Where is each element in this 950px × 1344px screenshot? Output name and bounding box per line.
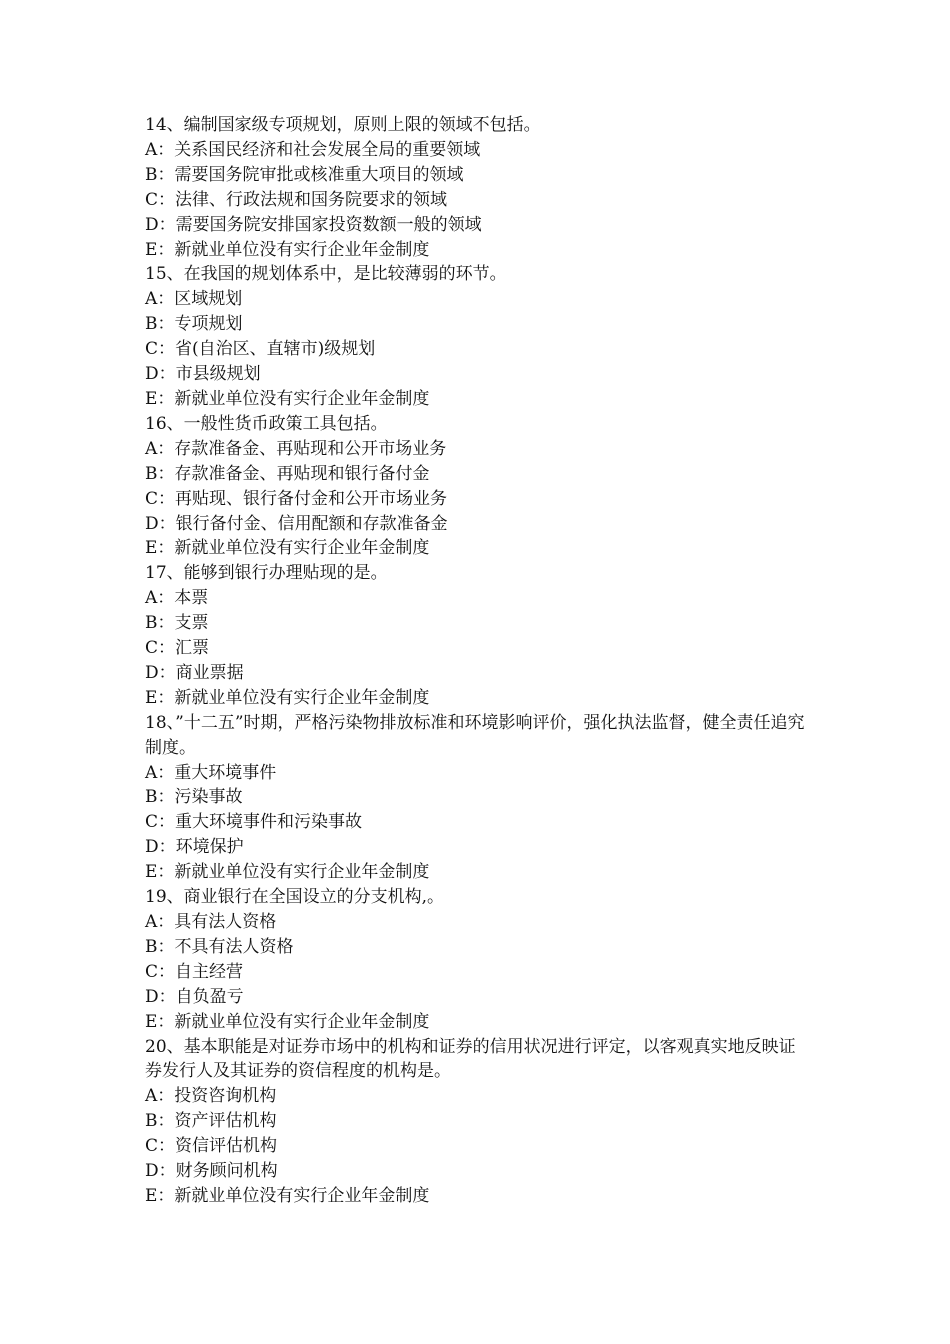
option-c: C：资信评估机构 [145, 1136, 278, 1157]
option-e: E：新就业单位没有实行企业年金制度 [145, 1185, 430, 1206]
option-a: A：存款准备金、再贴现和公开市场业务 [145, 438, 447, 459]
option-d: D：自负盈亏 [145, 986, 244, 1007]
option-c: C：再贴现、银行备付金和公开市场业务 [145, 488, 448, 509]
option-d: D：银行备付金、信用配额和存款准备金 [145, 513, 448, 534]
option-e: E：新就业单位没有实行企业年金制度 [145, 687, 430, 708]
option-a: A：本票 [145, 588, 209, 609]
option-b: B：专项规划 [145, 314, 243, 335]
document-page [145, 113, 810, 1209]
question-stem: 19、商业银行在全国设立的分支机构,。 [145, 887, 445, 908]
option-e: E：新就业单位没有实行企业年金制度 [145, 239, 430, 260]
option-d: D：财务顾问机构 [145, 1161, 278, 1182]
question-17 [145, 561, 810, 710]
option-b: B：资产评估机构 [145, 1111, 277, 1132]
question-20 [145, 1035, 810, 1209]
option-d: D：需要国务院安排国家投资数额一般的领域 [145, 214, 482, 235]
question-stem: 15、在我国的规划体系中，是比较薄弱的环节。 [145, 264, 507, 285]
question-stem: 20、基本职能是对证券市场中的机构和证券的信用状况进行评定，以客观真实地反映证券发行人及其证券的资信程度的机构是。 [145, 1036, 796, 1082]
option-a: A：关系国民经济和社会发展全局的重要领域 [145, 139, 481, 160]
question-19 [145, 885, 810, 1034]
option-a: A：具有法人资格 [145, 912, 277, 932]
option-b: B：污染事故 [145, 787, 243, 808]
option-e: E：新就业单位没有实行企业年金制度 [145, 388, 430, 409]
option-c: C：重大环境事件和污染事故 [145, 812, 363, 833]
option-e: E：新就业单位没有实行企业年金制度 [145, 862, 430, 883]
question-stem: 14、编制国家级专项规划，原则上限的领域不包括。 [145, 115, 541, 135]
question-stem: 17、能够到银行办理贴现的是。 [145, 563, 388, 584]
option-e: E：新就业单位没有实行企业年金制度 [145, 538, 430, 559]
question-stem: 16、一般性货币政策工具包括。 [145, 413, 388, 434]
question-16 [145, 412, 810, 561]
question-stem: 18、”十二五”时期，严格污染物排放标准和环境影响评价，强化执法监督，健全责任追究制度。 [145, 712, 805, 758]
question-14 [145, 113, 810, 262]
option-b: B：不具有法人资格 [145, 936, 294, 957]
option-d: D：环境保护 [145, 837, 244, 858]
option-c: C：汇票 [145, 638, 210, 659]
option-b: B：支票 [145, 613, 209, 634]
option-d: D：商业票据 [145, 662, 244, 683]
option-c: C：省(自治区、直辖市)级规划 [145, 339, 376, 360]
option-c: C：自主经营 [145, 961, 244, 982]
option-b: B：需要国务院审批或核准重大项目的领域 [145, 164, 464, 185]
option-c: C：法律、行政法规和国务院要求的领域 [145, 189, 448, 210]
question-18 [145, 711, 810, 885]
option-b: B：存款准备金、再贴现和银行备付金 [145, 463, 430, 484]
option-d: D：市县级规划 [145, 364, 261, 385]
option-a: A：投资咨询机构 [145, 1086, 277, 1107]
option-a: A：区域规划 [145, 289, 243, 310]
question-15 [145, 262, 810, 411]
option-e: E：新就业单位没有实行企业年金制度 [145, 1011, 430, 1032]
option-a: A：重大环境事件 [145, 762, 277, 783]
